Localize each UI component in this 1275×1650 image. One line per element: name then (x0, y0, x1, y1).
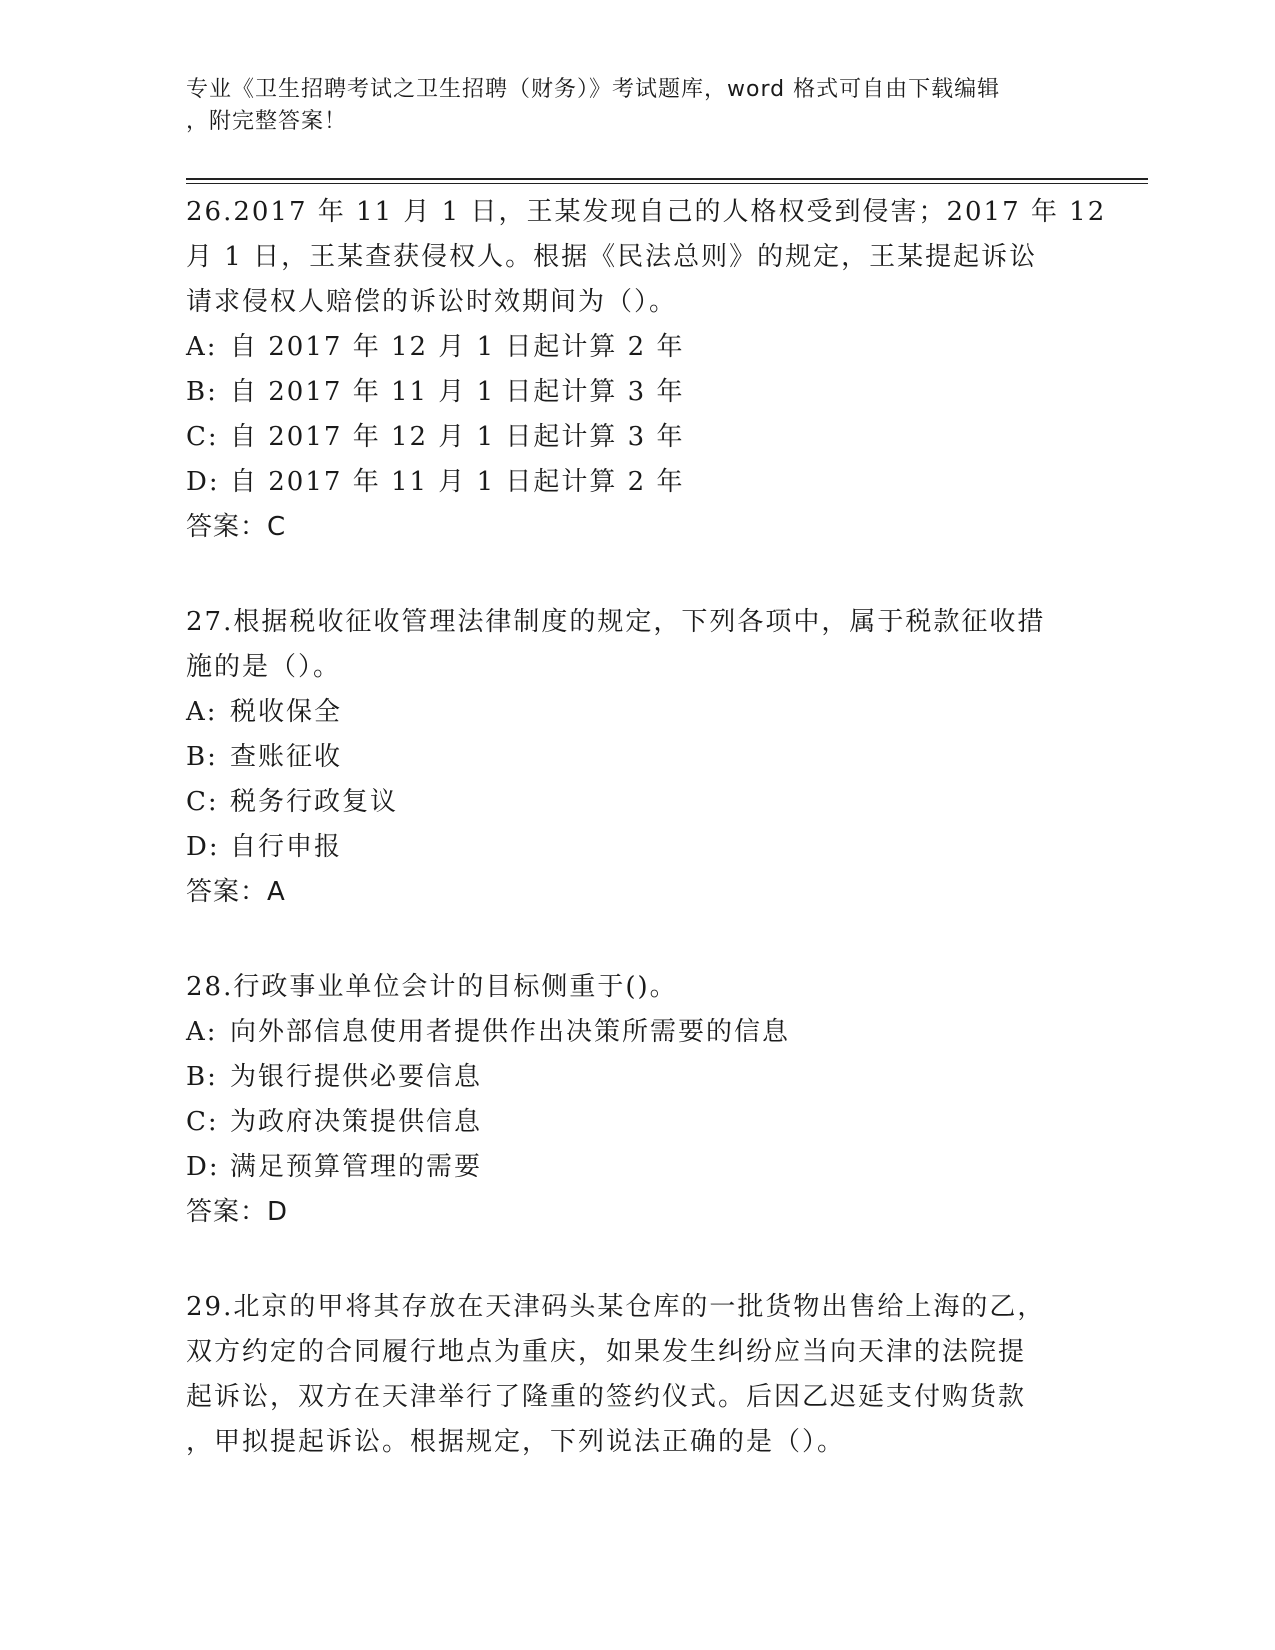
option-text: 税务行政复议 (230, 787, 399, 817)
option-key: A: (186, 1017, 218, 1047)
answer-line: 答案：A (186, 877, 286, 907)
question-list (186, 190, 1107, 1515)
stem-line: 起诉讼，双方在天津举行了隆重的签约仪式。后因乙迟延支付购货款 (186, 1382, 1027, 1412)
option-key: B: (186, 742, 218, 772)
option-key: A: (186, 332, 218, 362)
header-rule-thin (186, 183, 1148, 184)
option-text: 查账征收 (230, 742, 343, 772)
option-key: C: (186, 1107, 219, 1137)
option-text: 为银行提供必要信息 (230, 1062, 483, 1092)
option-b (186, 370, 1086, 415)
question-stem (186, 600, 1086, 690)
option-a (186, 325, 1086, 370)
option-d (186, 825, 1086, 870)
option-key: D: (186, 832, 220, 862)
option-a (186, 1010, 1086, 1055)
option-c (186, 780, 1086, 825)
answer-line: 答案：C (186, 512, 287, 542)
option-d (186, 1145, 1086, 1190)
question-26 (186, 190, 1107, 550)
option-text: 自 2017 年 11 月 1 日起计算 3 年 (230, 377, 685, 407)
question-stem (186, 965, 1086, 1010)
stem-line: 27.根据税收征收管理法律制度的规定，下列各项中，属于税款征收措 (186, 607, 1046, 637)
question-stem (186, 190, 1107, 325)
document-header (186, 74, 1066, 138)
option-key: C: (186, 422, 219, 452)
stem-line: 施的是（）。 (186, 652, 342, 682)
stem-line: 26.2017 年 11 月 1 日，王某发现自己的人格权受到侵害；2017 年 12 (186, 197, 1107, 227)
option-text: 自 2017 年 12 月 1 日起计算 3 年 (230, 422, 685, 452)
answer-line: 答案：D (186, 1197, 289, 1227)
option-b (186, 1055, 1086, 1100)
option-text: 满足预算管理的需要 (230, 1152, 483, 1182)
stem-line: 29.北京的甲将其存放在天津码头某仓库的一批货物出售给上海的乙， (186, 1292, 1046, 1322)
header-line-2: ，附完整答案！ (186, 109, 348, 134)
stem-line: 双方约定的合同履行地点为重庆，如果发生纠纷应当向天津的法院提 (186, 1337, 1027, 1367)
stem-line: 28.行政事业单位会计的目标侧重于()。 (186, 972, 678, 1002)
option-text: 为政府决策提供信息 (230, 1107, 483, 1137)
option-c (186, 1100, 1086, 1145)
question-stem (186, 1285, 1086, 1465)
option-d (186, 460, 1086, 505)
stem-line: ，甲拟提起诉讼。根据规定，下列说法正确的是（）。 (186, 1427, 846, 1457)
option-text: 向外部信息使用者提供作出决策所需要的信息 (230, 1017, 791, 1047)
option-a (186, 690, 1086, 735)
option-text: 自 2017 年 11 月 1 日起计算 2 年 (230, 467, 685, 497)
header-rule-thick (186, 178, 1148, 180)
question-28 (186, 965, 1086, 1235)
option-text: 自行申报 (230, 832, 343, 862)
header-line-1: 专业《卫生招聘考试之卫生招聘（财务）》考试题库，word 格式可自由下载编辑 (186, 77, 1001, 102)
question-29 (186, 1285, 1086, 1465)
option-key: C: (186, 787, 219, 817)
option-b (186, 735, 1086, 780)
stem-line: 请求侵权人赔偿的诉讼时效期间为（）。 (186, 287, 678, 317)
option-key: D: (186, 467, 220, 497)
stem-line: 月 1 日，王某查获侵权人。根据《民法总则》的规定，王某提起诉讼 (186, 242, 1038, 272)
option-key: D: (186, 1152, 220, 1182)
option-c (186, 415, 1086, 460)
question-27 (186, 600, 1086, 915)
option-text: 自 2017 年 12 月 1 日起计算 2 年 (230, 332, 685, 362)
option-text: 税收保全 (230, 697, 343, 727)
option-key: B: (186, 377, 218, 407)
option-key: B: (186, 1062, 218, 1092)
option-key: A: (186, 697, 218, 727)
